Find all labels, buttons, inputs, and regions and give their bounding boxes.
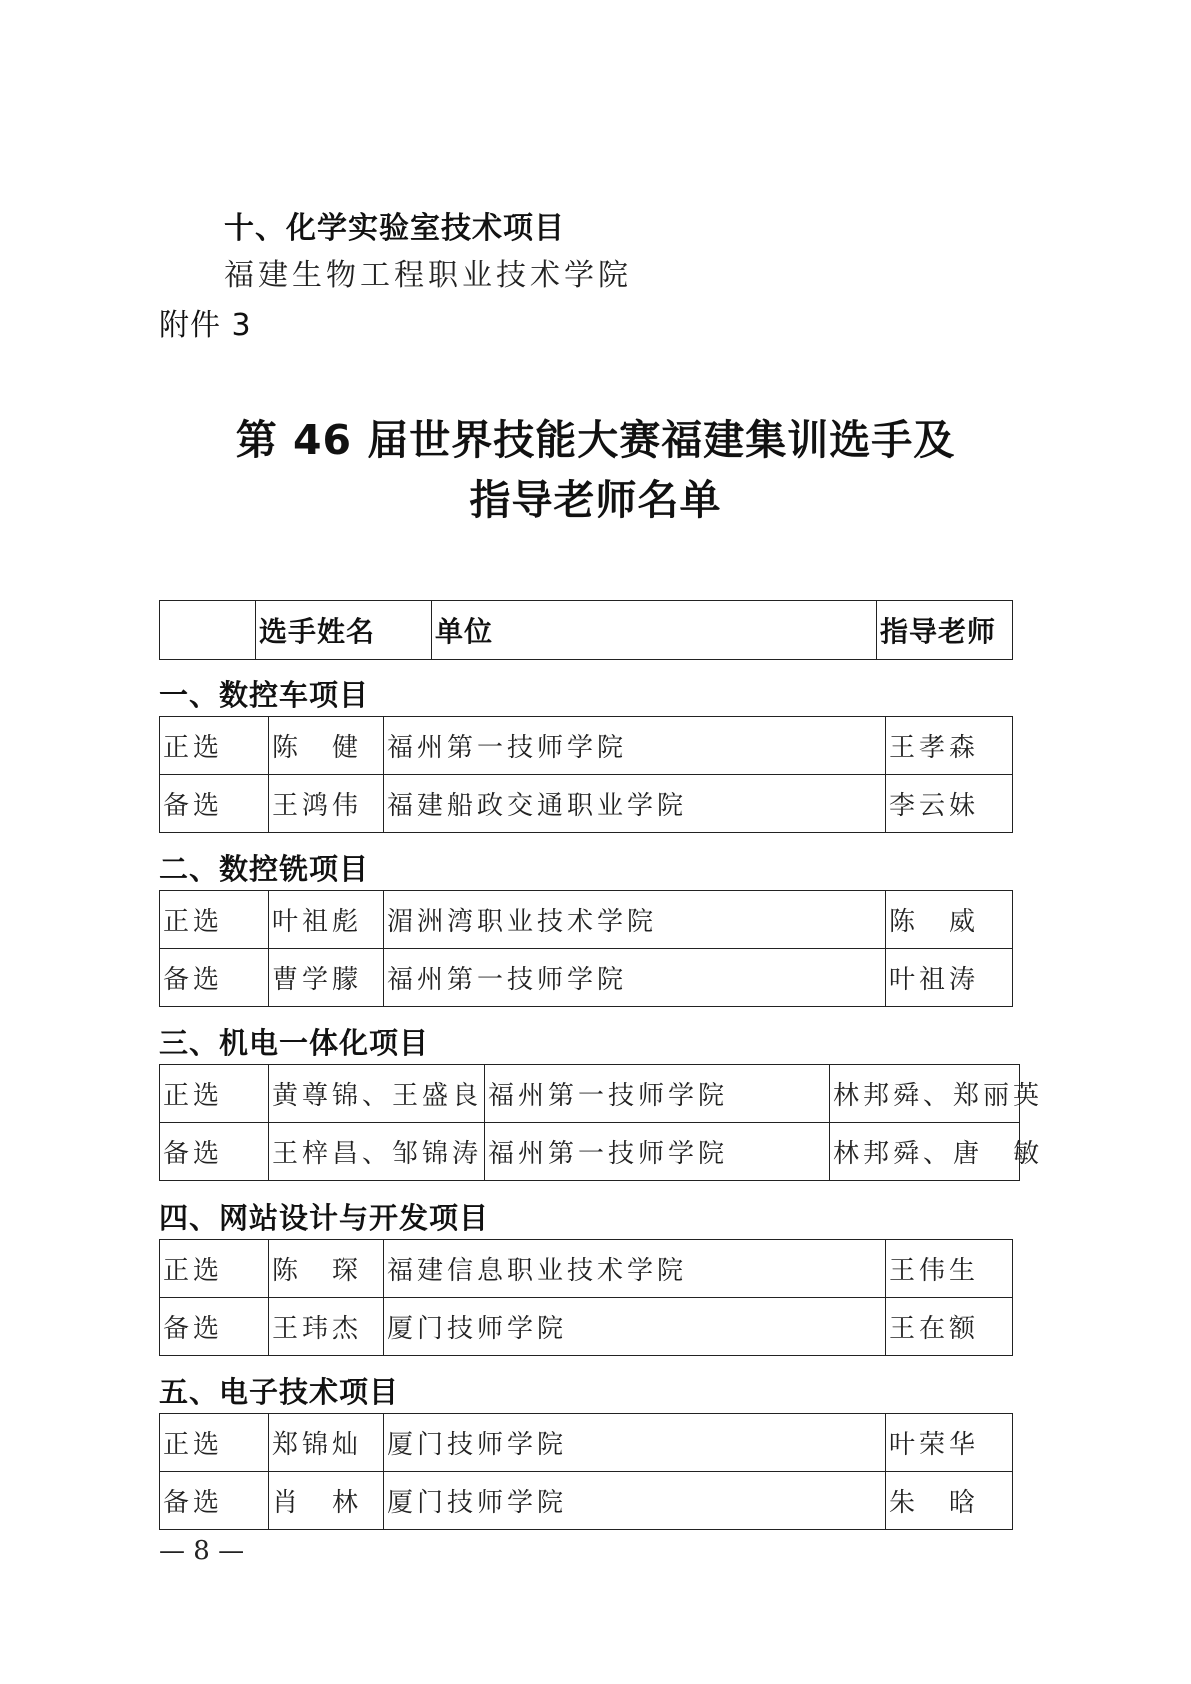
unit-name: 厦门技师学院 <box>384 1298 886 1356</box>
unit-name: 厦门技师学院 <box>384 1472 886 1530</box>
teacher-name: 王伟生 <box>886 1240 1013 1298</box>
teacher-name: 陈 威 <box>886 891 1013 949</box>
header-unit: 单位 <box>432 601 877 660</box>
player-name: 王鸿伟 <box>269 775 384 833</box>
section-title: 二、数控铣项目 <box>159 852 370 886</box>
unit-name: 湄洲湾职业技术学院 <box>384 891 886 949</box>
unit-name: 福州第一技师学院 <box>384 949 886 1007</box>
teacher-name: 王孝森 <box>886 717 1013 775</box>
table-row <box>160 891 1013 949</box>
item-heading: 十、化学实验室技术项目 <box>224 211 565 246</box>
unit-name: 福建信息职业技术学院 <box>384 1240 886 1298</box>
player-name: 叶祖彪 <box>269 891 384 949</box>
teacher-name: 王在额 <box>886 1298 1013 1356</box>
selection-type: 备选 <box>160 1298 269 1356</box>
section-title: 五、电子技术项目 <box>159 1375 400 1409</box>
table-row <box>160 1123 1020 1181</box>
selection-type: 备选 <box>160 775 269 833</box>
table-row <box>160 1240 1013 1298</box>
header-blank <box>160 601 256 660</box>
teacher-name: 叶祖涛 <box>886 949 1013 1007</box>
section-table <box>159 1413 1013 1530</box>
table-row <box>160 1472 1013 1530</box>
section-table <box>159 1064 1044 1181</box>
section-title: 三、机电一体化项目 <box>159 1026 430 1060</box>
player-name: 陈 琛 <box>269 1240 384 1298</box>
attachment-label: 附件 3 <box>159 308 252 343</box>
player-name: 黄尊锦、王盛良 <box>269 1065 485 1123</box>
table-row <box>160 949 1013 1007</box>
selection-type: 正选 <box>160 717 269 775</box>
section-table <box>159 716 1013 833</box>
table-row <box>160 1065 1020 1123</box>
table-row <box>160 775 1013 833</box>
teacher-name: 朱 晗 <box>886 1472 1013 1530</box>
unit-name: 福建船政交通职业学院 <box>384 775 886 833</box>
teacher-name: 叶荣华 <box>886 1414 1013 1472</box>
page-title-line2: 指导老师名单 <box>469 476 722 524</box>
item-unit: 福建生物工程职业技术学院 <box>224 258 632 293</box>
section-title: 一、数控车项目 <box>159 678 370 712</box>
unit-name: 福州第一技师学院 <box>384 717 886 775</box>
unit-name: 厦门技师学院 <box>384 1414 886 1472</box>
selection-type: 备选 <box>160 1472 269 1530</box>
section-title: 四、网站设计与开发项目 <box>159 1201 490 1235</box>
header-player-name: 选手姓名 <box>256 601 432 660</box>
teacher-name: 林邦舜、郑丽英 <box>830 1065 1020 1123</box>
table-row <box>160 1414 1013 1472</box>
selection-type: 正选 <box>160 1414 269 1472</box>
selection-type: 正选 <box>160 891 269 949</box>
player-name: 王玮杰 <box>269 1298 384 1356</box>
selection-type: 备选 <box>160 949 269 1007</box>
header-teacher: 指导老师 <box>877 601 1013 660</box>
unit-name: 福州第一技师学院 <box>485 1123 830 1181</box>
header-table <box>159 600 1013 660</box>
selection-type: 备选 <box>160 1123 269 1181</box>
unit-name: 福州第一技师学院 <box>485 1065 830 1123</box>
selection-type: 正选 <box>160 1065 269 1123</box>
section-table <box>159 1239 1013 1356</box>
table-row <box>160 717 1013 775</box>
player-name: 陈 健 <box>269 717 384 775</box>
teacher-name: 李云妹 <box>886 775 1013 833</box>
teacher-name: 林邦舜、唐 敏 <box>830 1123 1020 1181</box>
player-name: 曹学朦 <box>269 949 384 1007</box>
selection-type: 正选 <box>160 1240 269 1298</box>
section-table <box>159 890 1013 1007</box>
player-name: 郑锦灿 <box>269 1414 384 1472</box>
page-number: — 8 — <box>159 1536 245 1566</box>
player-name: 肖 林 <box>269 1472 384 1530</box>
player-name: 王梓昌、邹锦涛 <box>269 1123 485 1181</box>
table-row <box>160 1298 1013 1356</box>
page-title: 第 46 届世界技能大赛福建集训选手及 <box>235 416 956 464</box>
